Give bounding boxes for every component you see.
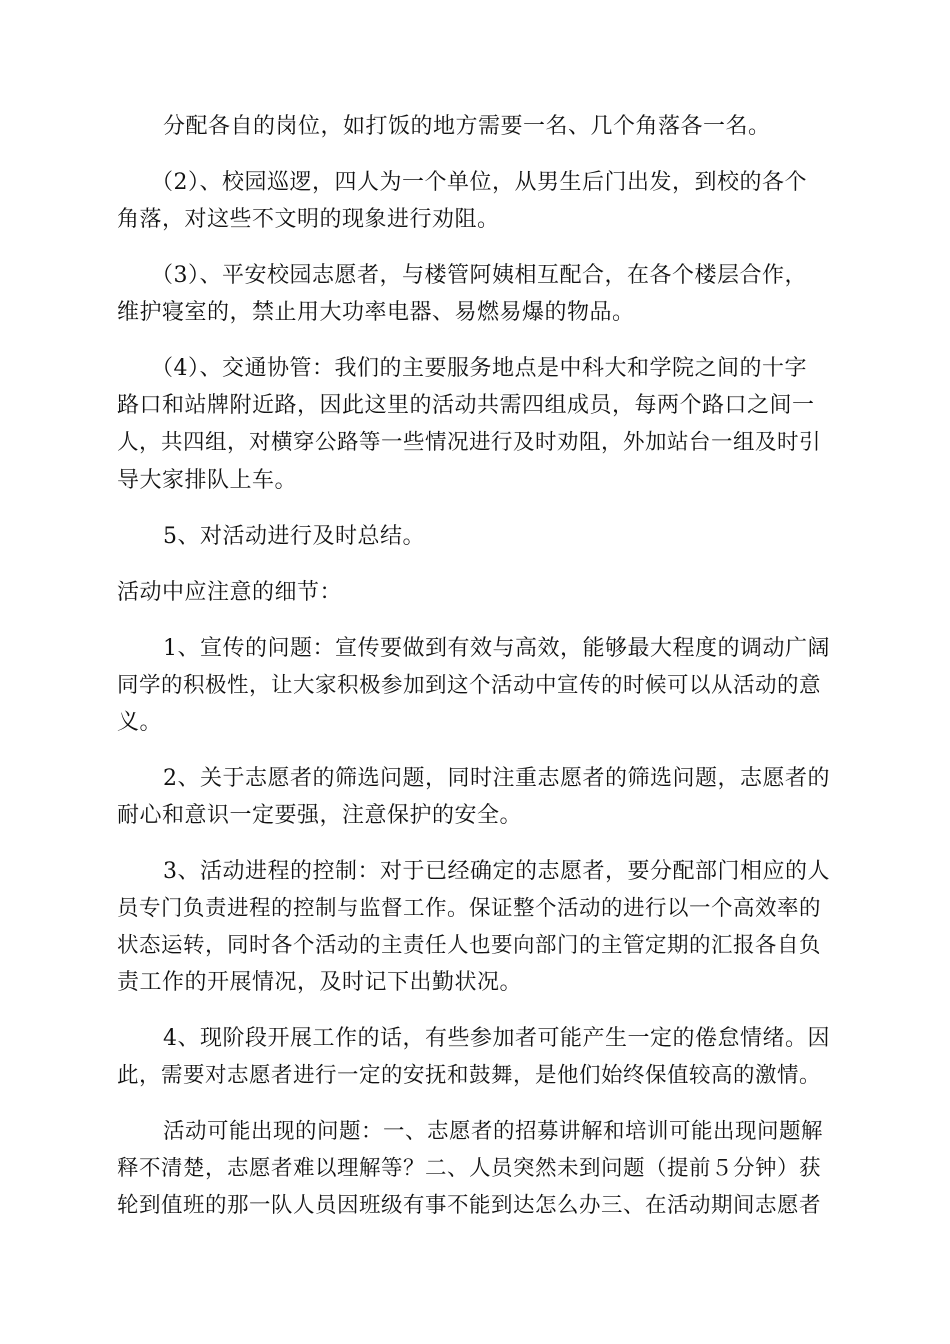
paragraph-4-line-2: 路口和站牌附近路，因此这里的活动共需四组成员，每两个路口之间一 (117, 393, 815, 418)
paragraph-3-line-2: 维护寝室的，禁止用大功率电器、易燃易爆的物品。 (117, 300, 635, 325)
paragraph-4-line-3: 人，共四组，对横穿公路等一些情况进行及时劝阻，外加站台一组及时引 (117, 430, 822, 455)
paragraph-4-line-4: 导大家排队上车。 (117, 468, 298, 493)
paragraph-9-line-3: 状态运转，同时各个活动的主责任人也要向部门的主管定期的汇报各自负 (117, 933, 822, 958)
paragraph-2-line-1: （2）、校园巡逻，四人为一个单位，从男生后门出发，到校的各个 (151, 170, 807, 195)
paragraph-11-line-1: 活动可能出现的问题：一、志愿者的招募讲解和培训可能出现问题解 (163, 1119, 824, 1144)
paragraph-1-line-1: 分配各自的岗位，如打饭的地方需要一名、几个角落各一名。 (163, 114, 771, 139)
paragraph-9-line-1: 3、活动进程的控制：对于已经确定的志愿者，要分配部门相应的人 (163, 859, 830, 884)
section-heading-details: 活动中应注意的细节： (117, 580, 343, 605)
paragraph-7-line-1: 1、宣传的问题：宣传要做到有效与高效，能够最大程度的调动广阔 (163, 636, 830, 661)
paragraph-7-line-3: 义。 (117, 710, 163, 735)
paragraph-8-line-2: 耐心和意识一定要强，注意保护的安全。 (117, 803, 523, 828)
paragraph-11-line-2: 释不清楚，志愿者难以理解等？二、人员突然未到问题（提前５分钟）获 (117, 1156, 822, 1181)
paragraph-9-line-2: 员专门负责进程的控制与监督工作。保证整个活动的进行以一个高效率的 (117, 896, 822, 921)
paragraph-10-line-2: 此，需要对志愿者进行一定的安抚和鼓舞，是他们始终保值较高的激情。 (117, 1063, 822, 1088)
paragraph-4-line-1: （4）、交通协管：我们的主要服务地点是中科大和学院之间的十字 (151, 356, 807, 381)
paragraph-7-line-2: 同学的积极性，让大家积极参加到这个活动中宣传的时候可以从活动的意 (117, 673, 822, 698)
paragraph-2-line-2: 角落，对这些不文明的现象进行劝阻。 (117, 207, 500, 232)
paragraph-8-line-1: 2、关于志愿者的筛选问题，同时注重志愿者的筛选问题，志愿者的 (163, 766, 830, 791)
paragraph-10-line-1: 4、现阶段开展工作的话，有些参加者可能产生一定的倦怠情绪。因 (163, 1026, 830, 1051)
paragraph-3-line-1: （3）、平安校园志愿者，与楼管阿姨相互配合，在各个楼层合作， (151, 263, 807, 288)
paragraph-5-line-1: 5、对活动进行及时总结。 (163, 524, 425, 549)
paragraph-9-line-4: 责工作的开展情况，及时记下出勤状况。 (117, 970, 523, 995)
paragraph-11-line-3: 轮到值班的那一队人员因班级有事不能到达怎么办三、在活动期间志愿者 (117, 1193, 822, 1218)
